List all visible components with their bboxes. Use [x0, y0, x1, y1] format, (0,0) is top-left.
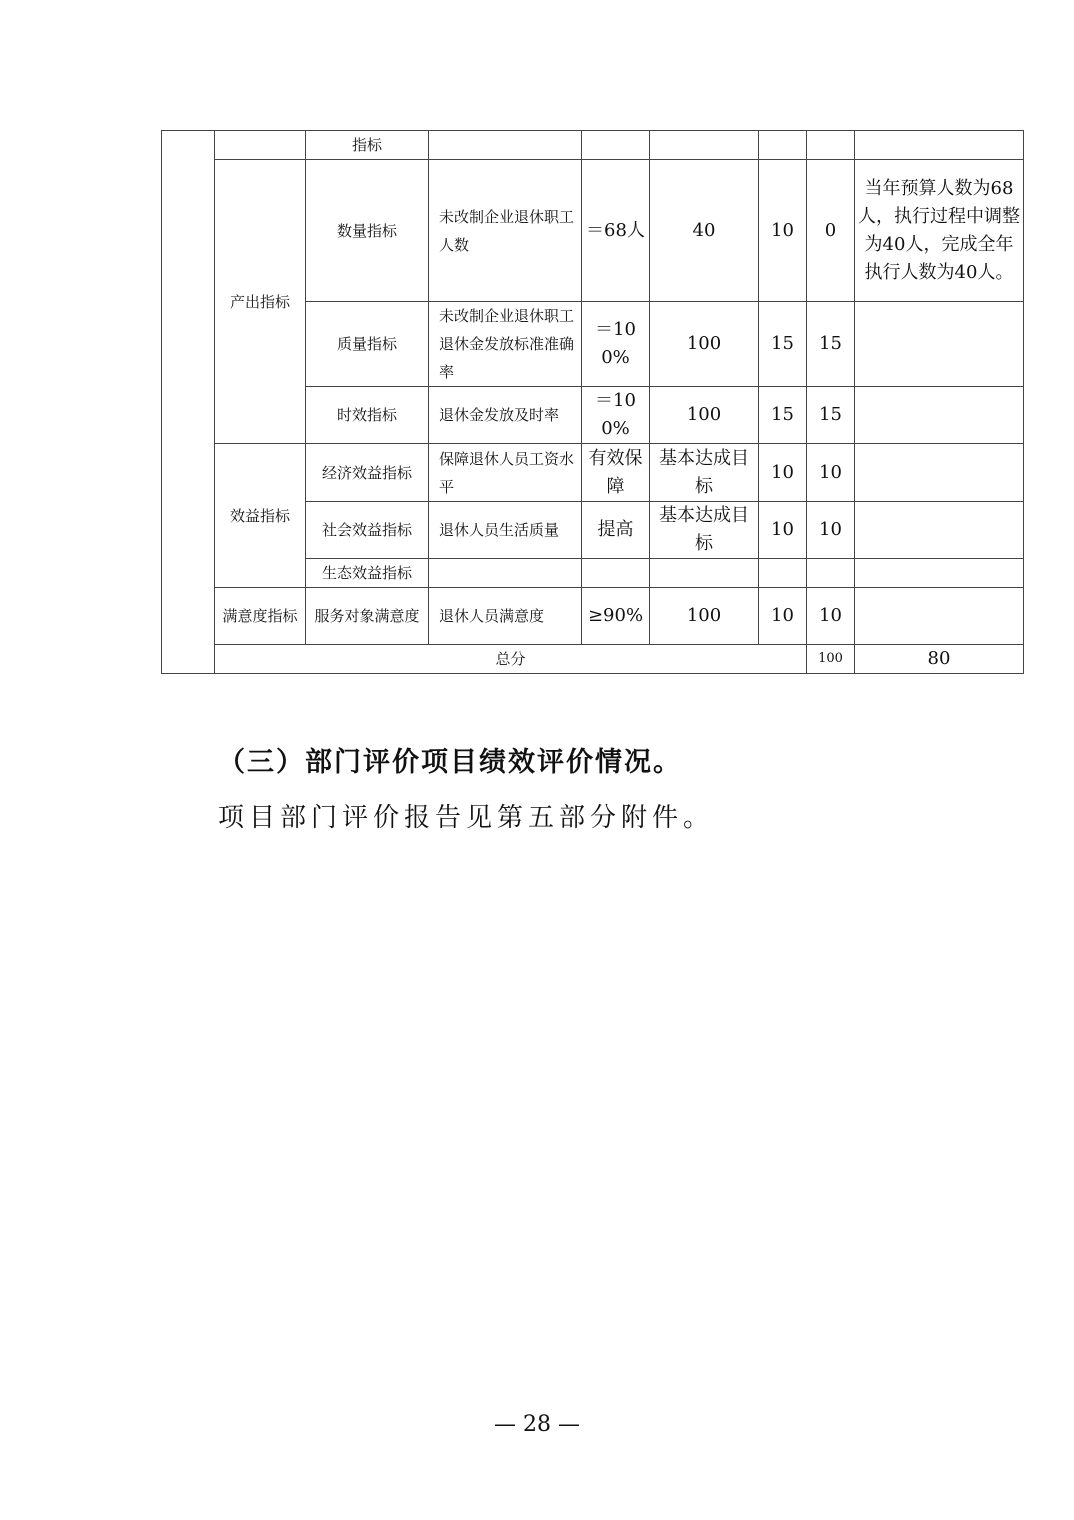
- table-cell: [855, 387, 1024, 444]
- table-cell: 当年预算人数为68人，执行过程中调整为40人，完成全年执行人数为40人。: [855, 160, 1024, 302]
- table-cell: 服务对象满意度: [306, 588, 429, 645]
- benefit-group-label: 效益指标: [215, 444, 306, 588]
- table-cell: [855, 444, 1024, 502]
- table-cell: ＝100%: [582, 387, 650, 444]
- table-cell: 100: [650, 588, 759, 645]
- table-cell: 10: [807, 502, 855, 559]
- table-cell: [855, 588, 1024, 645]
- total-score: 80: [855, 645, 1024, 674]
- section-heading: （三）部门评价项目绩效评价情况。: [218, 747, 682, 778]
- table-cell: 保障退休人员工资水平: [429, 444, 582, 502]
- page-number: — 28 —: [494, 1412, 580, 1437]
- table-row: [162, 588, 1024, 645]
- table-cell: 数量指标: [306, 160, 429, 302]
- table-cell: 40: [650, 160, 759, 302]
- table-cell: ≥90%: [582, 588, 650, 645]
- total-weight: 100: [807, 645, 855, 674]
- table-cell: 100: [650, 302, 759, 387]
- table-cell: 未改制企业退休职工人数: [429, 160, 582, 302]
- performance-evaluation-table: [161, 130, 1024, 674]
- table-cell: 经济效益指标: [306, 444, 429, 502]
- table-cell: 质量指标: [306, 302, 429, 387]
- table-cell: ＝100%: [582, 302, 650, 387]
- total-label: 总分: [215, 645, 807, 674]
- table-cell: 退休金发放及时率: [429, 387, 582, 444]
- total-row: [162, 645, 1024, 674]
- table-cell: [855, 302, 1024, 387]
- table-cell: 退休人员满意度: [429, 588, 582, 645]
- table-cell: 未改制企业退休职工退休金发放标准准确率: [429, 302, 582, 387]
- table-cell: [855, 502, 1024, 559]
- table-cell: 退休人员生活质量: [429, 502, 582, 559]
- table-cell: 10: [807, 588, 855, 645]
- table-row: [162, 160, 1024, 302]
- table-cell: 100: [650, 387, 759, 444]
- table-cell: [162, 131, 215, 674]
- satisfaction-group-label: 满意度指标: [215, 588, 306, 645]
- section-body: 项目部门评价报告见第五部分附件。: [218, 803, 715, 833]
- table-cell: 15: [759, 302, 807, 387]
- output-group-label: 产出指标: [215, 160, 306, 444]
- table-cell: 提高: [582, 502, 650, 559]
- table-cell: 10: [759, 502, 807, 559]
- table-cell: [215, 131, 306, 160]
- table-cell: 0: [807, 160, 855, 302]
- table-cell: 指标: [306, 131, 429, 160]
- table-cell: 10: [759, 588, 807, 645]
- table-cell: 生态效益指标: [306, 559, 429, 588]
- table-cell: 时效指标: [306, 387, 429, 444]
- table-cell: 10: [807, 444, 855, 502]
- table-cell: 基本达成目标: [650, 444, 759, 502]
- table-cell: 有效保障: [582, 444, 650, 502]
- table-cell: ＝68人: [582, 160, 650, 302]
- table-cell: 基本达成目标: [650, 502, 759, 559]
- table-row: [162, 444, 1024, 502]
- table-cell: 15: [807, 302, 855, 387]
- table-cell: 10: [759, 160, 807, 302]
- table-cell: 15: [807, 387, 855, 444]
- table-cell: 10: [759, 444, 807, 502]
- table-row: [162, 131, 1024, 160]
- table-cell: 15: [759, 387, 807, 444]
- table-cell: 社会效益指标: [306, 502, 429, 559]
